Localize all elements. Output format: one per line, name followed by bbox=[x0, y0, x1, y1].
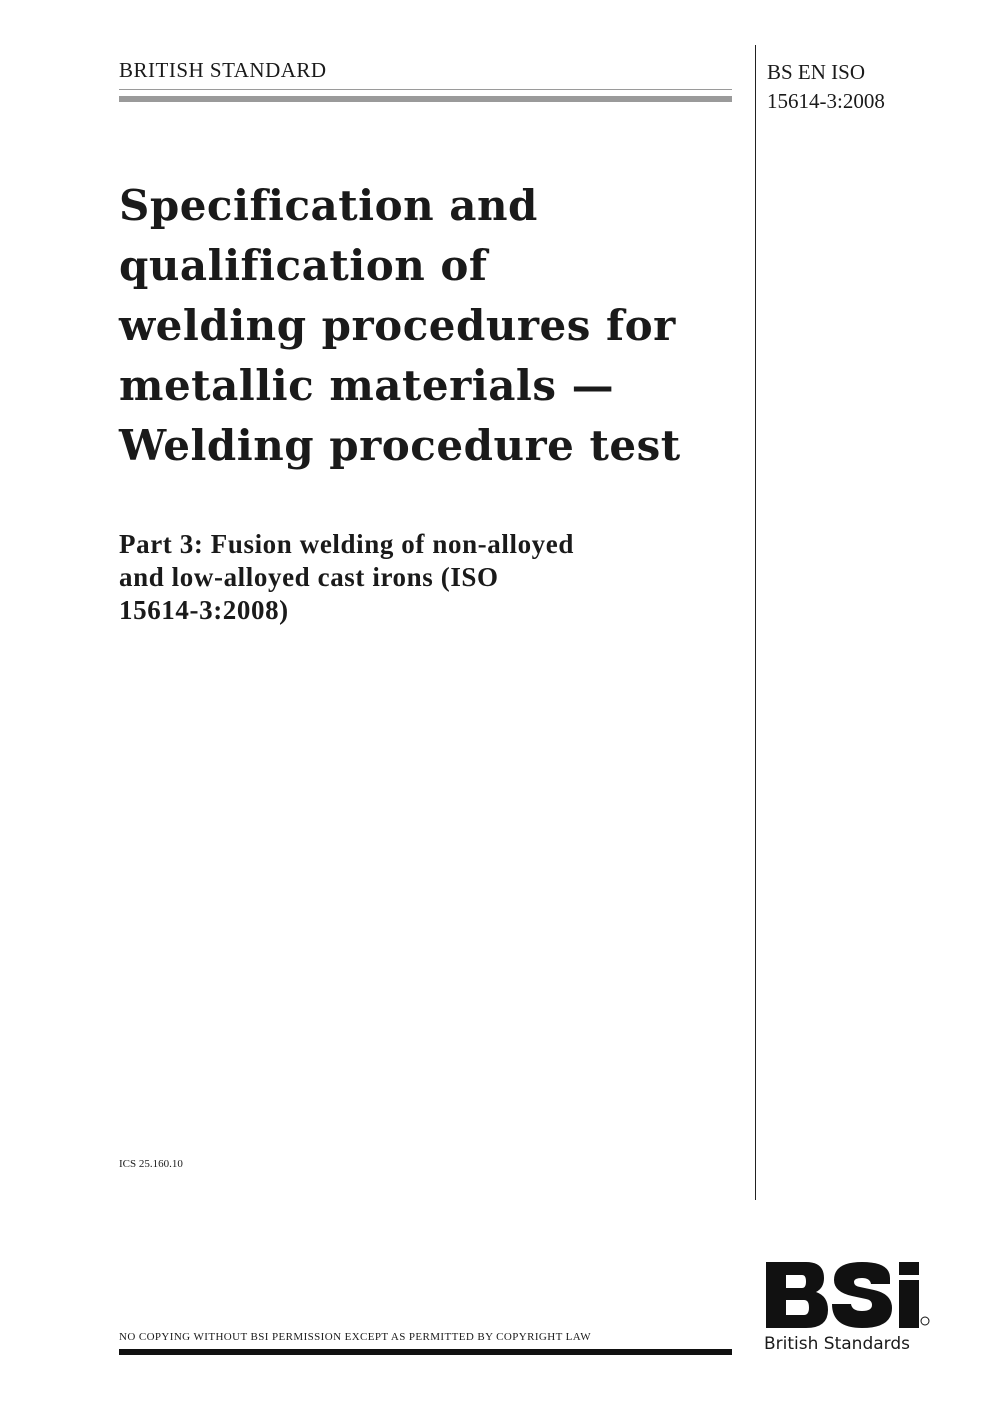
logo-caption: British Standards bbox=[764, 1334, 910, 1354]
header-rule-thick bbox=[119, 96, 732, 102]
copyright-notice: NO COPYING WITHOUT BSI PERMISSION EXCEPT AS PERMITTED BY COPYRIGHT LAW bbox=[119, 1331, 592, 1343]
header-rule-thin bbox=[119, 89, 732, 90]
title-line: Specification and bbox=[119, 181, 538, 230]
document-identifier-line: 15614-3:2008 bbox=[767, 89, 885, 113]
document-identifier bbox=[767, 58, 957, 116]
document-title bbox=[119, 176, 749, 476]
subtitle-line: 15614-3:2008) bbox=[119, 595, 289, 625]
vertical-divider bbox=[755, 45, 756, 1200]
subtitle-line: Part 3: Fusion welding of non-alloyed bbox=[119, 529, 574, 559]
document-identifier-line: BS EN ISO bbox=[767, 60, 866, 84]
series-label: BRITISH STANDARD bbox=[119, 58, 327, 82]
subtitle-line: and low-alloyed cast irons (ISO bbox=[119, 562, 499, 592]
title-line: metallic materials — bbox=[119, 361, 615, 410]
ics-code: ICS 25.160.10 bbox=[119, 1158, 183, 1170]
footer-rule bbox=[119, 1349, 732, 1355]
title-line: welding procedures for bbox=[119, 301, 676, 350]
document-subtitle bbox=[119, 528, 739, 627]
title-line: qualification of bbox=[119, 241, 488, 290]
title-line: Welding procedure test bbox=[119, 421, 681, 470]
